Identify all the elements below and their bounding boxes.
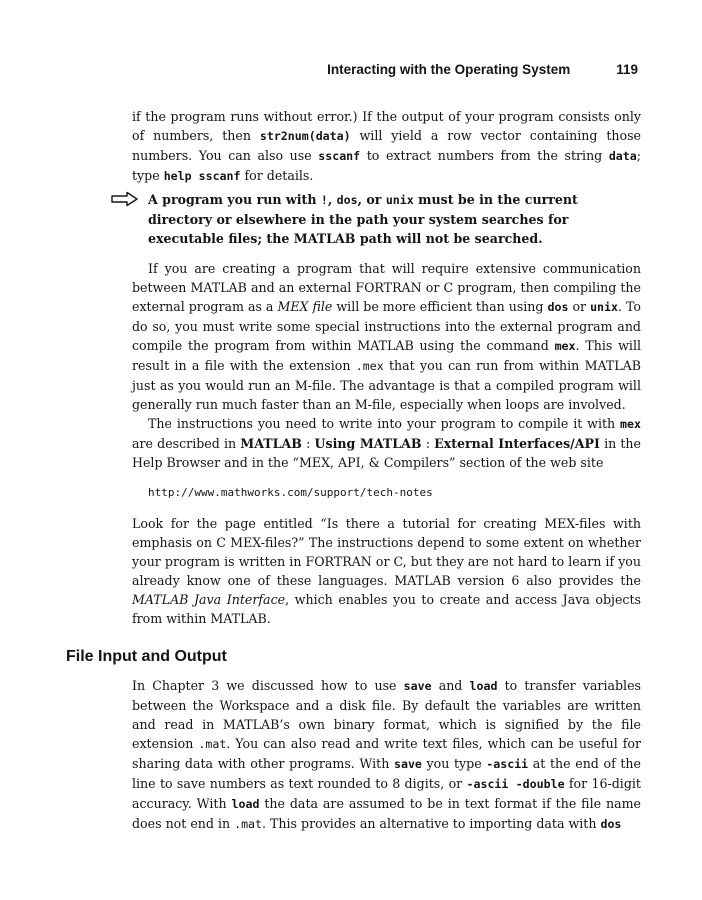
code-ascii-double: -ascii -double: [466, 777, 565, 791]
text: you type: [421, 756, 487, 771]
text: Look for the page entitled “Is there a tutorial for creating MEX-files with emphasis on C MEX-files?” The instructions depend to some extent on whether your program is written in FORTRAN or C, but they are not hard to learn if you already know one of these languages. MATLAB version 6 also provides the: [132, 516, 641, 588]
code-load: load: [469, 679, 498, 693]
code-mex-extension: .mex: [355, 359, 384, 373]
section-heading: File Input and Output: [66, 648, 227, 665]
term-java-interface: MATLAB Java Interface: [132, 592, 286, 607]
text: . This will result in a file with the extension: [132, 338, 641, 373]
help-path-using-matlab: Using MATLAB: [314, 436, 422, 451]
text: the data are assumed to be in text format if the file name does not end in: [132, 796, 641, 831]
text: will be more efficient than using: [332, 299, 548, 314]
code-ascii: -ascii: [486, 757, 529, 771]
text: are described in: [132, 436, 241, 451]
text: must be in the current directory or elsewhere in the path your system searches for executable files; the MATLAB path will not be searched.: [148, 192, 578, 246]
help-path-matlab: MATLAB: [240, 436, 302, 451]
text: . To do so, you must write some special instructions into the external program and compile the program from within MATLAB using the command: [132, 299, 641, 353]
code-save: save: [403, 679, 432, 693]
text: ,: [327, 192, 337, 207]
paragraph-5: [132, 676, 641, 834]
text: If you are creating a program that will require extensive communication between MATLAB and an external FORTRAN or C program, then compiling the external program as a: [132, 261, 641, 314]
paragraph-1: [132, 107, 641, 186]
code-dos: dos: [600, 817, 622, 831]
code-unix: unix: [385, 193, 414, 207]
code-mat-extension: .mat: [234, 817, 263, 831]
text: , or: [357, 192, 386, 207]
code-unix: unix: [590, 300, 618, 314]
paragraph-4: [132, 514, 641, 628]
page-number: 119: [616, 62, 638, 77]
text: . You can also read and write text files, which can be useful for sharing data with other programs. With: [132, 736, 641, 771]
code-data: data: [608, 149, 637, 163]
running-head: [300, 62, 638, 77]
right-arrow-icon: [110, 191, 140, 207]
text: if the program runs without error.) If the output of your program consists only of numbers, then: [132, 109, 641, 143]
help-path-external-interfaces: External Interfaces/API: [434, 436, 600, 451]
code-load: load: [231, 797, 260, 811]
file-io-paragraph: [132, 676, 641, 834]
text: that you can run from within MATLAB just as you would run an M-file. The advantage is that a compiled program will generally run much faster than an M-file, especially when loops are involved.: [132, 358, 641, 412]
text: ; type: [132, 148, 641, 183]
tutorial-paragraph: [132, 514, 641, 628]
code-help-sscanf: help sscanf: [163, 169, 241, 183]
chapter-title: Interacting with the Operating System: [327, 62, 571, 77]
code-bang: !: [320, 193, 328, 207]
text: will yield a row vector containing those numbers. You can also use: [132, 128, 641, 163]
paragraph-3: [132, 414, 641, 472]
text: to transfer variables between the Workspace and a disk file. By default the variables are written and read in MATLAB’s own binary format, which is signified by the file extension: [132, 678, 641, 751]
code-mex: mex: [620, 417, 641, 431]
code-dos: dos: [547, 300, 569, 314]
paragraph-continuation: [132, 107, 641, 186]
text: The instructions you need to write into your program to compile it with: [148, 416, 621, 431]
term-mex-file: MEX file: [277, 299, 333, 314]
text: In Chapter 3 we discussed how to use: [132, 678, 404, 693]
text: :: [301, 436, 315, 451]
code-sscanf: sscanf: [318, 149, 361, 163]
web-url: http://www.mathworks.com/support/tech-notes: [148, 486, 433, 499]
text: . This provides an alternative to importing data with: [262, 816, 601, 831]
tip-text: [148, 190, 630, 248]
code-save: save: [393, 757, 422, 771]
text: in the Help Browser and in the “MEX, API, & Compilers” section of the web site: [132, 436, 641, 470]
code-str2num: str2num(data): [259, 129, 351, 143]
text: :: [421, 436, 435, 451]
text: and: [431, 678, 470, 693]
paragraph-2: [132, 259, 641, 414]
text: A program you run with: [148, 192, 321, 207]
code-mat-extension: .mat: [198, 737, 227, 751]
text: or: [568, 299, 591, 314]
mex-paragraphs: [132, 259, 641, 472]
text: to extract numbers from the string: [360, 148, 609, 163]
text: for 16-digit accuracy. With: [132, 776, 641, 811]
code-dos: dos: [336, 193, 358, 207]
text: , which enables you to create and access Java objects from within MATLAB.: [132, 592, 641, 626]
text: at the end of the line to save numbers as text rounded to 8 digits, or: [132, 756, 641, 791]
code-mex: mex: [554, 339, 576, 353]
tip-note: [110, 190, 630, 248]
text: for details.: [240, 168, 314, 183]
